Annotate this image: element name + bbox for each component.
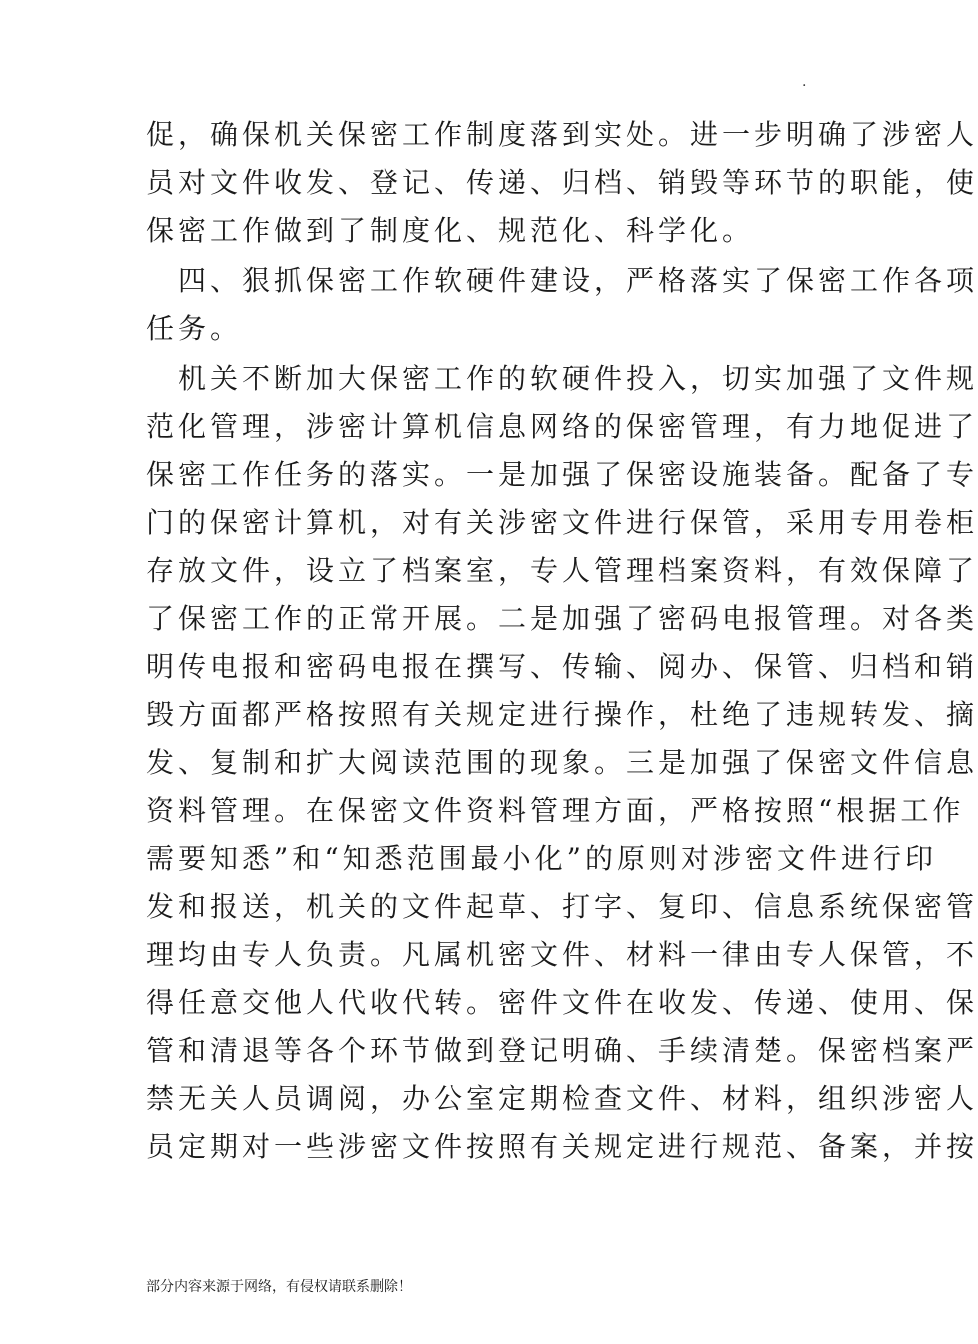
text-line: 员对文件收发、登记、传递、归档、销毁等环节的职能，使 — [146, 166, 978, 199]
text-line: 管和清退等各个环节做到登记明确、手续清楚。保密档案严 — [146, 1034, 978, 1067]
text-line: 禁无关人员调阅，办公室定期检查文件、材料，组织涉密人 — [146, 1082, 978, 1115]
text-line: 毁方面都严格按照有关规定进行操作，杜绝了违规转发、摘 — [146, 698, 978, 731]
text-line: 门的保密计算机，对有关涉密文件进行保管，采用专用卷柜 — [146, 506, 978, 539]
footer-disclaimer: 部分内容来源于网络，有侵权请联系删除！ — [146, 1279, 412, 1295]
text-line: 存放文件，设立了档案室，专人管理档案资料，有效保障了 — [146, 554, 978, 587]
text-line: 范化管理，涉密计算机信息网络的保密管理，有力地促进了 — [146, 410, 978, 443]
text-line: 资料管理。在保密文件资料管理方面，严格按照“根据工作 — [146, 794, 965, 827]
section-heading-line: 任务。 — [146, 312, 243, 345]
text-line: 需要知悉”和“知悉范围最小化”的原则对涉密文件进行印 — [146, 842, 937, 875]
text-line: 员定期对一些涉密文件按照有关规定进行规范、备案，并按 — [146, 1130, 978, 1163]
text-line: 得任意交他人代收代转。密件文件在收发、传递、使用、保 — [146, 986, 978, 1019]
text-line: 保密工作做到了制度化、规范化、科学化。 — [146, 214, 755, 247]
text-line: 促，确保机关保密工作制度落到实处。进一步明确了涉密人 — [146, 118, 978, 151]
text-line: 机关不断加大保密工作的软硬件投入，切实加强了文件规 — [146, 362, 978, 395]
text-line: 理均由专人负责。凡属机密文件、材料一律由专人保管，不 — [146, 938, 978, 971]
text-line: 明传电报和密码电报在撰写、传输、阅办、保管、归档和销 — [146, 650, 978, 683]
text-line: 保密工作任务的落实。一是加强了保密设施装备。配备了专 — [146, 458, 978, 491]
section-heading-line: 四、狠抓保密工作软硬件建设，严格落实了保密工作各项 — [146, 264, 978, 297]
text-line: 了保密工作的正常开展。二是加强了密码电报管理。对各类 — [146, 602, 978, 635]
page-corner-mark: . — [802, 74, 807, 90]
text-line: 发、复制和扩大阅读范围的现象。三是加强了保密文件信息 — [146, 746, 978, 779]
text-line: 发和报送，机关的文件起草、打字、复印、信息系统保密管 — [146, 890, 978, 923]
